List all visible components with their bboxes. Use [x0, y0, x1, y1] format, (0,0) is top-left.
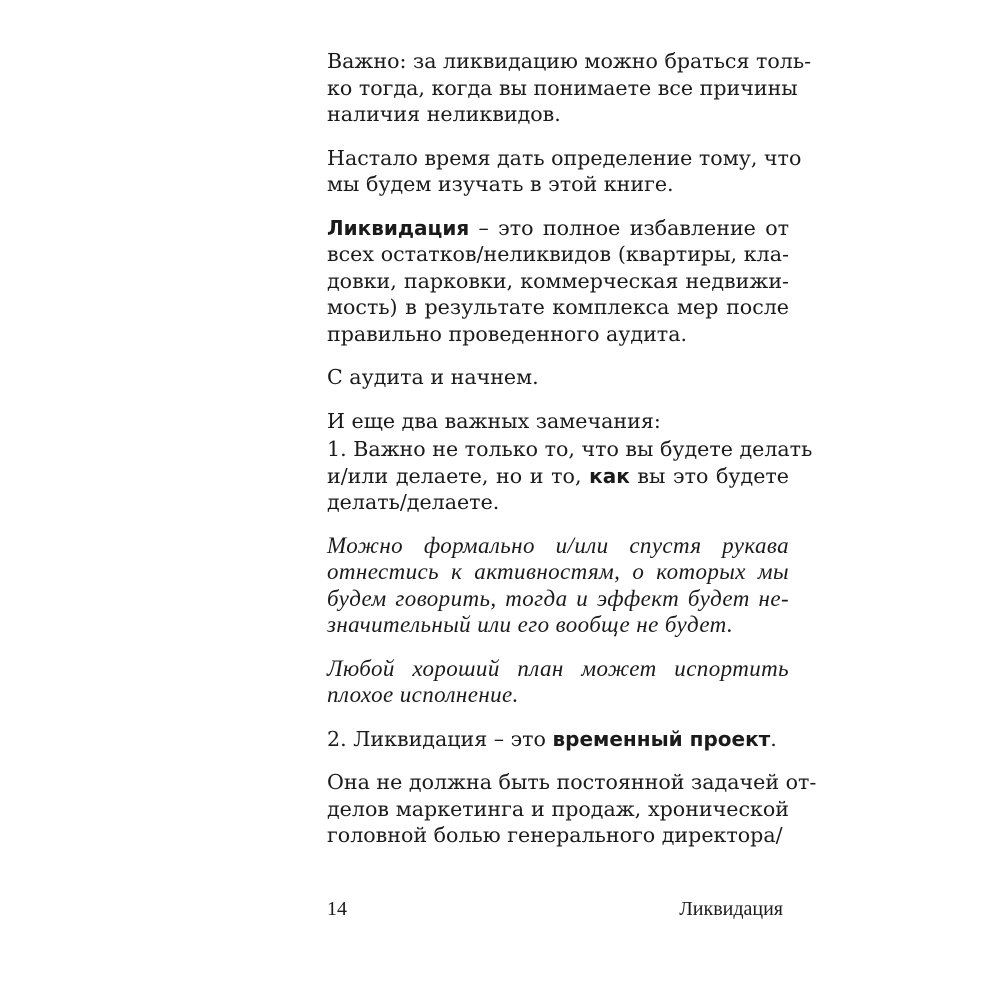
text-line: плохое исполнение.	[327, 682, 519, 707]
body-text	[327, 48, 817, 866]
text-line: правильно проведенного аудита.	[327, 321, 688, 346]
paragraph-remark-2	[327, 726, 789, 753]
text-line	[327, 726, 789, 753]
paragraph-remark-1	[327, 436, 813, 516]
text-line: мы будем изучать в этой книге.	[327, 172, 674, 196]
running-title: Ликвидация	[679, 898, 783, 920]
paragraph-start-audit	[327, 364, 789, 391]
text-line: Можно формально и/или спустя рукава	[327, 532, 789, 558]
text-line	[327, 463, 789, 490]
paragraph-italic-plan	[327, 656, 789, 709]
text-line: С аудита и начнем.	[327, 365, 539, 389]
text-line: Важно: за ликвидацию можно браться толь-	[327, 49, 812, 73]
text-line: ко тогда, когда вы понимаете все причины	[327, 75, 798, 100]
text-line: И еще два важных замечания:	[327, 408, 661, 433]
paragraph-definition-intro	[327, 145, 802, 198]
text-fragment: .	[770, 726, 777, 751]
paragraph-definition	[327, 215, 789, 348]
paragraph-remarks-intro	[327, 408, 789, 435]
text-line: наличия неликвидов.	[327, 102, 561, 126]
text-line: Настало время дать определение тому, что	[327, 145, 802, 170]
paragraph-important-note	[327, 48, 812, 128]
text-line: довки, парковки, коммерческая недвижи-	[327, 268, 789, 293]
emphasis-temporary-project: временный проект	[552, 726, 771, 751]
paragraph-not-permanent	[327, 769, 817, 849]
text-line: всех остатков/неликвидов (квартиры, кла-	[327, 242, 789, 266]
text-fragment: и/или делаете, но и то,	[327, 463, 590, 488]
paragraph-italic-formal	[327, 533, 789, 639]
text-line: значительный или его вообще не будет.	[327, 612, 734, 637]
text-line: 1. Важно не только то, что вы будете делать	[327, 437, 813, 461]
text-line: Любой хороший план может испортить	[327, 655, 789, 681]
text-fragment: 2. Ликвидация – это	[327, 726, 553, 751]
text-line: будем говорить, тогда и эффект будет не-	[327, 585, 789, 611]
text-line: Она не должна быть постоянной задачей от-	[327, 770, 817, 794]
page-number: 14	[327, 898, 347, 920]
text-line: отнестись к активностям, о которых мы	[327, 559, 789, 584]
emphasis-how: как	[589, 463, 630, 488]
term-liquidation: Ликвидация	[327, 215, 470, 240]
text-fragment: вы это будете	[629, 463, 789, 488]
text-line: делать/делаете.	[327, 490, 500, 514]
text-line: головной болью генерального директора/	[327, 823, 783, 847]
text-fragment: – это полное избавление от	[469, 215, 789, 240]
text-line	[327, 215, 789, 242]
text-line: мость) в результате комплекса мер после	[327, 295, 789, 319]
text-line: делов маркетинга и продаж, хронической	[327, 796, 789, 821]
